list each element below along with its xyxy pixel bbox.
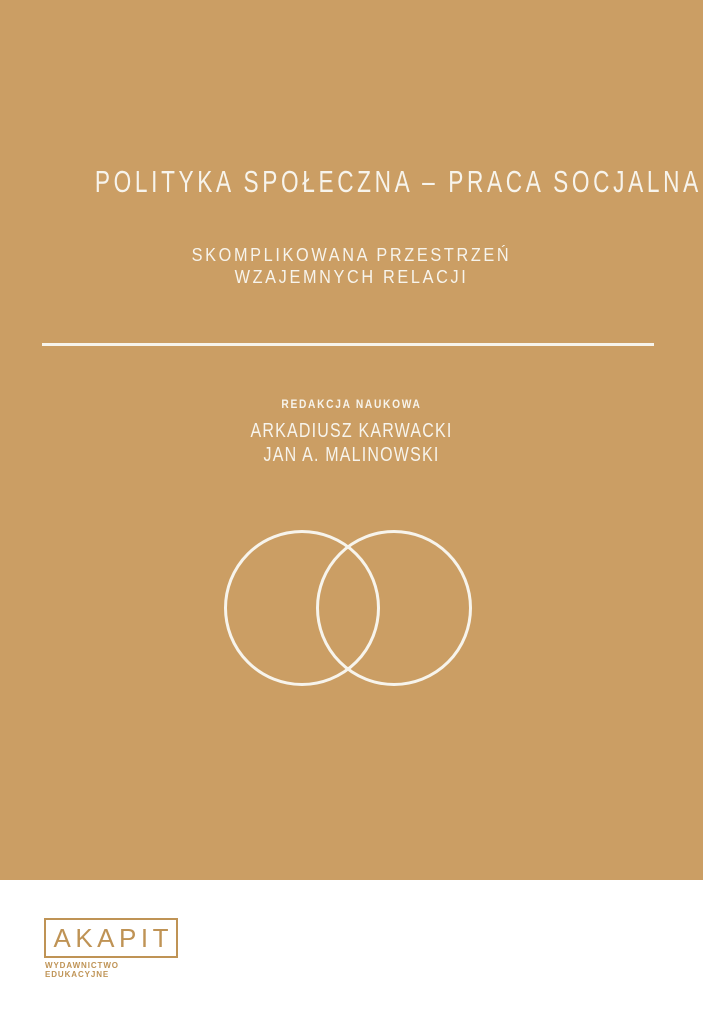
publisher-imprint-line-2: EDUKACYJNE (45, 969, 110, 979)
publisher-imprint-line-1: WYDAWNICTWO (45, 961, 119, 970)
editors-section (70, 419, 632, 467)
venn-right-circle (318, 532, 471, 685)
divider-line (42, 343, 654, 346)
venn-circles-graphic (224, 529, 474, 688)
book-subtitle-line-2: WZAJEMNYCH RELACJI (234, 266, 469, 287)
venn-left-circle (226, 532, 379, 685)
publisher-footer (0, 880, 703, 1024)
editors-label: REDAKCJA NAUKOWA (281, 397, 422, 411)
editor-name-2: JAN A. MALINOWSKI (263, 444, 440, 466)
publisher-logo-box (44, 918, 178, 958)
book-subtitle-line-1: SKOMPLIKOWANA PRZESTRZEŃ (191, 244, 512, 265)
publisher-imprint (45, 962, 119, 979)
publisher-logo-text: AKAPIT (53, 923, 173, 953)
book-title: POLITYKA SPOŁECZNA – PRACA SOCJALNA (94, 164, 702, 199)
editor-name-1: ARKADIUSZ KARWACKI (250, 420, 453, 442)
book-subtitle (42, 244, 661, 288)
